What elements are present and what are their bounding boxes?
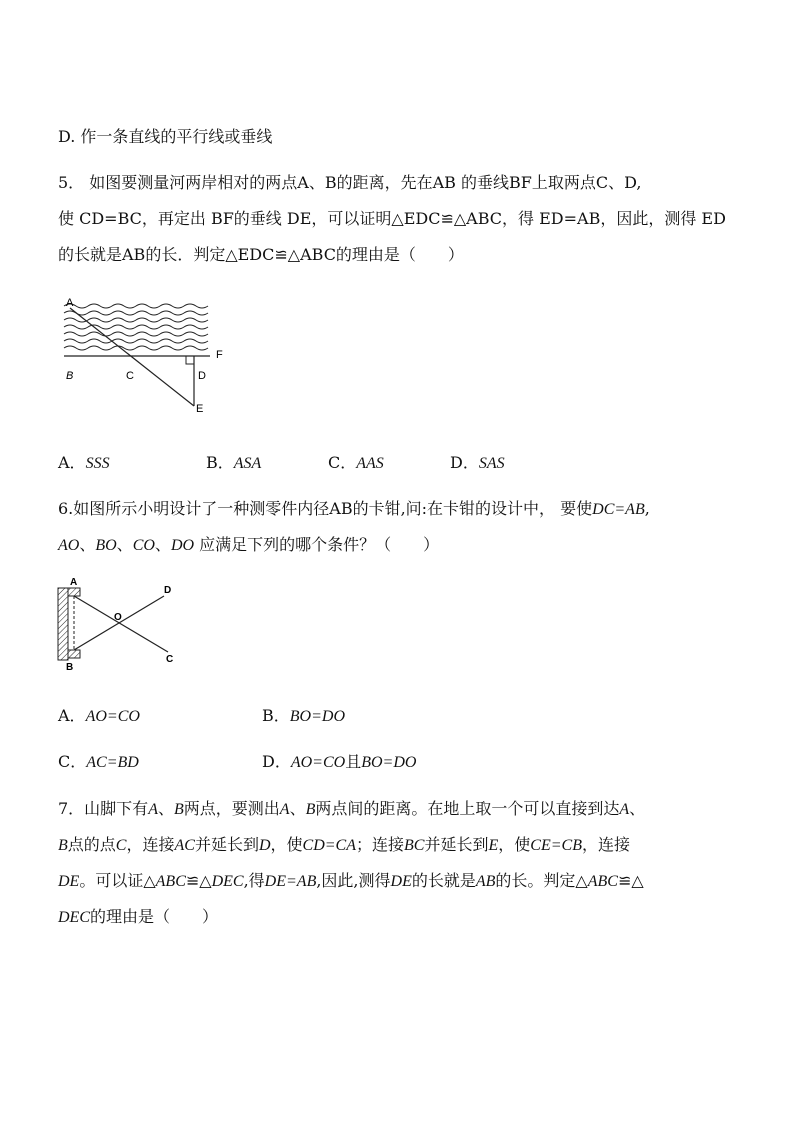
q6-text: 、	[154, 535, 171, 554]
q7-math: A	[279, 801, 290, 818]
q6-text-line-2	[58, 532, 439, 555]
river-wave-5	[64, 332, 208, 336]
q5-river-figure	[60, 292, 240, 416]
q7-math: E	[488, 837, 499, 854]
label-b: B	[66, 662, 74, 670]
q6-text: 、	[79, 535, 96, 554]
q6-option-c[interactable]	[58, 749, 139, 772]
label-a: A	[66, 297, 74, 309]
option-letter: D．	[262, 752, 291, 771]
q7-math: B	[173, 801, 184, 818]
q7-text: ≌△	[185, 871, 212, 890]
q7-text: 、	[629, 799, 646, 818]
q6-math: AO	[58, 537, 80, 554]
label-a: A	[70, 577, 78, 588]
option-letter: C．	[58, 752, 87, 771]
q6-text: 应满足下列的哪个条件？（ ）	[194, 535, 440, 554]
label-e: E	[196, 403, 204, 415]
q6-text-line-1	[58, 496, 650, 519]
option-text: BO=DO	[289, 708, 345, 725]
option-text: AO=CO	[85, 708, 140, 725]
right-angle-mark	[186, 356, 194, 364]
river-wave-4	[64, 325, 208, 329]
q6-math: CO	[132, 537, 155, 554]
q5-option-c[interactable]	[328, 450, 384, 473]
q7-text: 两点，要测出	[183, 799, 280, 818]
q7-math: ABC	[587, 873, 618, 890]
q7-math: DE	[58, 873, 80, 890]
label-o: O	[114, 612, 122, 623]
q7-text: 的理由是（ ）	[90, 907, 219, 926]
label-d: D	[164, 585, 172, 596]
line-ae	[70, 308, 194, 406]
option-text: SAS	[478, 455, 505, 472]
q7-math: BC	[404, 837, 425, 854]
q7-text-line-4	[58, 904, 218, 927]
option-connector: 且	[345, 752, 362, 771]
label-b: B	[66, 370, 74, 382]
q7-text: 并延长到	[194, 835, 259, 854]
option-text: SSS	[85, 455, 110, 472]
q7-text-line-3	[58, 868, 644, 891]
q5-text-line-1: 5． 如图要测量河两岸相对的两点A、B的距离，先在AB 的垂线BF上取两点C、D,	[58, 173, 642, 192]
q7-math: A	[148, 801, 158, 818]
label-d: D	[198, 370, 206, 382]
q4-option-d: D. 作一条直线的平行线或垂线	[58, 127, 273, 146]
q7-math: D	[258, 837, 271, 854]
river-wave-2	[64, 311, 208, 315]
q7-math: DE	[390, 873, 412, 890]
label-f: F	[216, 349, 223, 361]
q7-text: ≌△	[617, 871, 644, 890]
q5-text-line-3: 的长就是AB的长．判定△EDC≌△ABC的理由是（ ）	[58, 245, 464, 264]
q7-math: CD=CA	[302, 837, 356, 854]
option-text: BO=DO	[361, 754, 417, 771]
option-letter: A．	[58, 453, 86, 472]
q7-math: CE=CB	[530, 837, 582, 854]
q6-text: 6.如图所示小明设计了一种测零件内径AB的卡钳,问:在卡钳的设计中， 要使	[58, 499, 593, 518]
q7-text: ，使	[498, 835, 531, 854]
q7-math: DEC	[58, 909, 90, 926]
q7-text: ,得	[243, 871, 265, 890]
jaw-a	[68, 588, 80, 596]
q5-text-line-2: 使 CD=BC，再定出 BF的垂线 DE，可以证明△EDC≌△ABC，得 ED=AB，因此，测得 ED	[58, 209, 726, 228]
option-text: AAS	[356, 455, 384, 472]
option-letter: B．	[262, 706, 290, 725]
q7-text: 。可以证△	[79, 871, 156, 890]
q7-math: C	[115, 837, 127, 854]
q6-math: DC=AB	[592, 501, 645, 518]
q7-text: 、	[289, 799, 306, 818]
option-letter: C．	[328, 453, 357, 472]
q7-text: 的长就是	[411, 871, 476, 890]
q7-text: ,因此,测得	[316, 871, 391, 890]
q6-caliper-figure	[56, 574, 186, 670]
q7-text: 、	[157, 799, 174, 818]
q7-math: A	[619, 801, 630, 818]
q6-option-a[interactable]	[58, 703, 140, 726]
q7-text-line-1	[58, 796, 645, 819]
q6-text: 、	[116, 535, 133, 554]
q7-math: B	[305, 801, 316, 818]
q6-math: BO	[95, 537, 117, 554]
q6-option-d[interactable]	[262, 749, 416, 772]
q7-text: 点的点	[67, 835, 116, 854]
q5-option-b[interactable]	[206, 450, 261, 473]
q7-text: ，连接	[581, 835, 630, 854]
river-wave-1	[64, 304, 208, 308]
arm-ac	[74, 596, 168, 652]
q7-math: DEC	[211, 873, 244, 890]
q7-text: 并延长到	[424, 835, 489, 854]
q6-option-b[interactable]	[262, 703, 345, 726]
q6-math: DO	[170, 537, 195, 554]
hatched-wall	[58, 588, 68, 660]
q7-text: 7．山脚下有	[58, 799, 149, 818]
q6-text: ,	[644, 499, 650, 518]
jaw-b	[68, 650, 80, 658]
q7-math: B	[58, 837, 68, 854]
river-wave-6	[64, 339, 208, 343]
label-c: C	[166, 654, 174, 665]
option-letter: D．	[450, 453, 479, 472]
q7-text: 两点间的距离。在地上取一个可以直接到达	[315, 799, 620, 818]
q7-math: DE=AB	[264, 873, 317, 890]
q7-text: 的长。判定△	[495, 871, 588, 890]
q7-math: ABC	[155, 873, 186, 890]
q7-math: AC	[174, 837, 195, 854]
option-text: AO=CO	[290, 754, 346, 771]
option-text: ASA	[233, 455, 262, 472]
q5-option-d[interactable]	[450, 450, 505, 473]
option-letter: B．	[206, 453, 234, 472]
label-c: C	[126, 370, 134, 382]
option-letter: A．	[58, 706, 86, 725]
q5-option-a[interactable]	[58, 450, 110, 473]
q7-text: ；连接	[356, 835, 405, 854]
q7-text-line-2	[58, 832, 630, 855]
q7-text: ，连接	[126, 835, 175, 854]
q7-math: AB	[475, 873, 496, 890]
option-text: AC=BD	[86, 754, 139, 771]
river-wave-7	[64, 346, 208, 350]
q7-text: ，使	[270, 835, 303, 854]
